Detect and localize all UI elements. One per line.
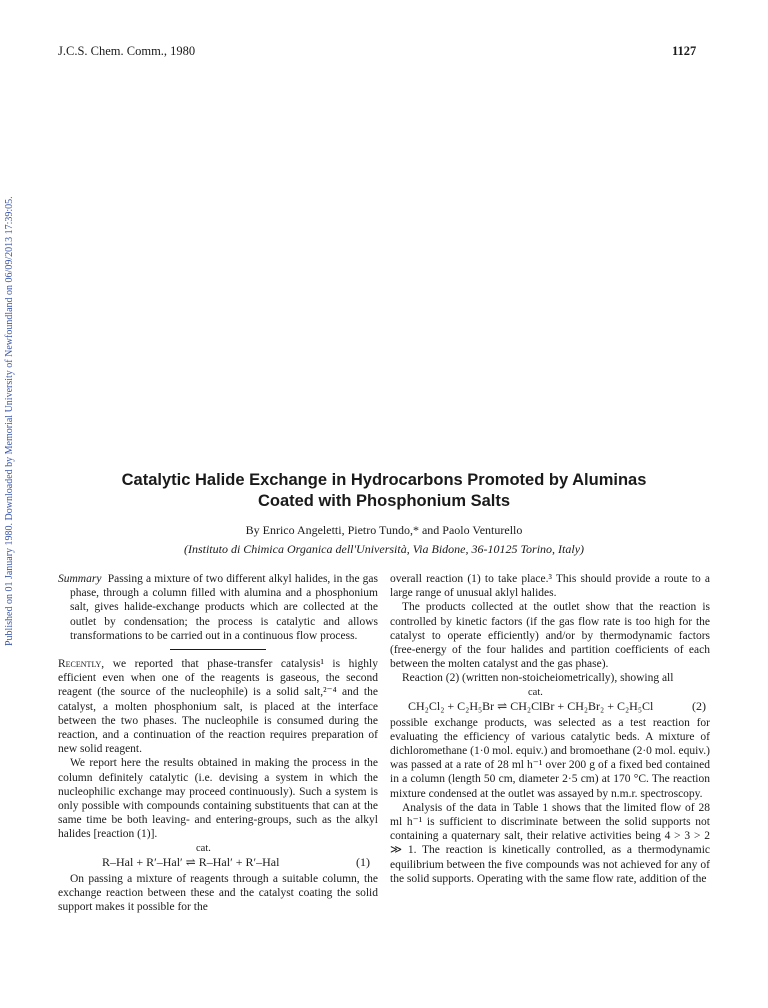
page-number: 1127: [672, 44, 697, 58]
body-paragraph-1: [58, 657, 378, 756]
right-paragraph-1: overall reaction (1) to take place.³ This should provide a route to a large range of unusual aklyl halides.: [390, 573, 710, 600]
divider-rule: [170, 649, 266, 650]
left-column: [58, 572, 378, 914]
authors: By Enrico Angeletti, Pietro Tundo,* and Paolo Venturello: [245, 523, 523, 537]
article-title: [58, 470, 710, 512]
body-paragraph-1-text: we reported that phase-transfer catalysis¹ is highly efficient even when one of the reagents is gaseous, the second reagent (the source of the nucleophile) is a solid salt,²⁻⁴ and the catalyst, a molten phosphonium salt, is placed at the interface between the two phases. The nucleophile is consumed during the reaction, and a continuation of the reaction requires preparation of new solid reagent.: [58, 658, 378, 756]
equation-1-catalyst: cat.: [196, 842, 211, 854]
download-watermark[interactable]: Published on 01 January 1980. Downloaded by Memorial University of Newfoundland on 06/09/2013 17:39:05.: [4, 196, 15, 646]
body-paragraph-3: On passing a mixture of reagents through a suitable column, the exchange reaction between these and the catalyst coating the solid support makes it possible for the: [58, 872, 378, 914]
right-paragraph-4: possible exchange products, was selected as a test reaction for evaluating the efficiency of various catalytic beds. A mixture of dichloromethane (1·0 mol. equiv.) and bromoethane (2·0 mol. equiv.) was passed at a rate of 28 ml h⁻¹ over 200 g of a fixed bed contained in a column (length 50 cm, diameter 2·5 cm) at 170 °C. The reaction mixture condensed at the outlet was assayed by n.m.r. spectroscopy.: [390, 716, 710, 800]
body-paragraph-2: We report here the results obtained in making the process in the column definitely catalytic (i.e. devising a system in which the nucleophilic exchange may proceed continuously). Such a system is only possible with compounds containing substituents that can at the same time be both leaving- and entering-groups, such as the alkyl halides [reaction (1)].: [58, 757, 378, 841]
equation-2-catalyst: cat.: [528, 686, 543, 698]
summary-paragraph: [58, 572, 378, 643]
equation-1: [58, 842, 378, 872]
journal-header: J.C.S. Chem. Comm., 1980: [58, 44, 196, 58]
equation-2-number: (2): [692, 698, 706, 713]
right-paragraph-5: Analysis of the data in Table 1 shows that the limited flow of 28 ml h⁻¹ is sufficient to discriminate between the solid supports not containing a quaternary salt, their relative activities being 4 > 3 > 2 ≫ 1. The reaction is kinetically controlled, as a thermodynamic equilibrium between the five compounds was not achieved for any of the solid supports. Operating with the same flow rate, addition of the: [390, 801, 710, 885]
right-paragraph-3: Reaction (2) (written non-stoicheiometrically), showing all: [402, 672, 674, 685]
equation-2: [390, 686, 710, 716]
equation-1-body: R–Hal + R′–Hal′ ⇌ R–Hal′ + R′–Hal: [102, 854, 280, 869]
title-line-1: Catalytic Halide Exchange in Hydrocarbons Promoted by Aluminas: [121, 471, 647, 489]
affiliation: (Instituto di Chimica Organica dell'Università, Via Bidone, 36-10125 Torino, Italy): [183, 542, 585, 556]
summary-label: Summary: [58, 573, 102, 585]
lead-word: Recently,: [58, 658, 105, 671]
equation-1-number: (1): [356, 854, 370, 869]
summary-text: Passing a mixture of two different alkyl halides, in the gas phase, through a column filled with alumina and a phosphonium salt, gives halide-exchange products which are collected at the outlet by condensation; the process is catalytic and allows transformations to be carried out in a continuous flow process.: [70, 573, 379, 642]
equation-2-body: CH₂Cl₂ + C₂H₅Br ⇌ CH₂ClBr + CH₂Br₂ + C₂H₅Cl: [408, 698, 654, 713]
right-column: [390, 572, 710, 886]
right-paragraph-2: The products collected at the outlet show that the reaction is controlled by kinetic factors (if the gas flow rate is too high for the catalyst to operate efficiently) and/or by thermodynamic factors (free-energy of the four halides and partition coefficients of each between the molten catalyst and the gas phase).: [390, 601, 710, 671]
title-line-2: Coated with Phosphonium Salts: [257, 492, 511, 510]
